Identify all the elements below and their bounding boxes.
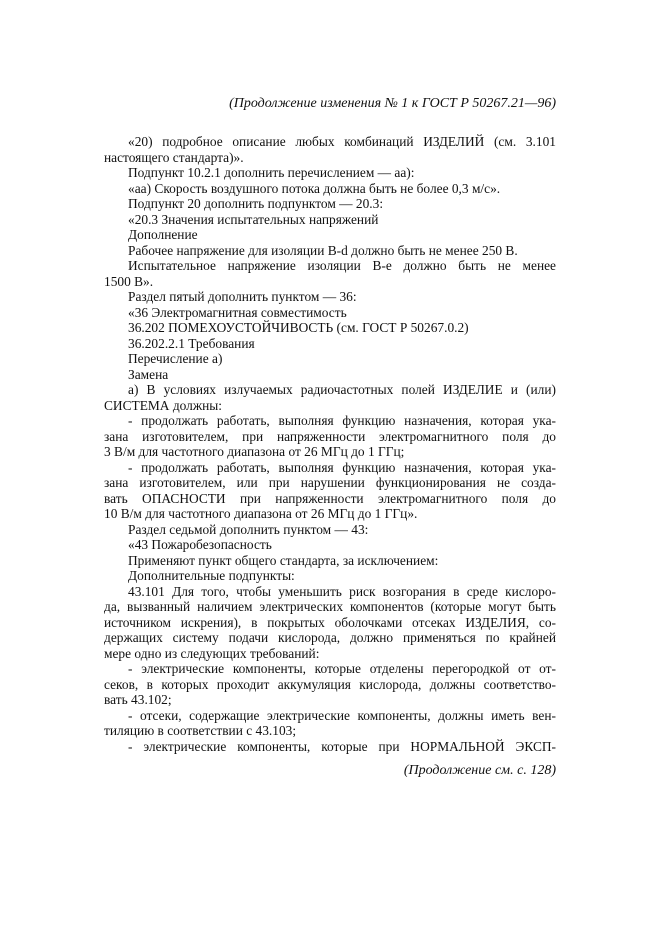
text-line: Замена [128, 366, 169, 382]
text-line: 3 В/м для частотного диапазона от 26 МГц до 1 ГГц; [104, 444, 405, 459]
text-line: тиляцию в соответствии с 43.103; [104, 723, 297, 738]
document-page [104, 96, 556, 754]
text-line: вать ОПАСНОСТИ при напряженности электромагнитного поля до [104, 490, 556, 506]
text-line: Дополнение [128, 227, 198, 242]
text-line: зана изготовителем, при напряженности электромагнитного поля до [104, 428, 556, 444]
text-line: зана изготовителем, или при нарушении функционирования не созда- [104, 475, 556, 490]
text-line: 36.202 ПОМЕХОУСТОЙЧИВОСТЬ (см. ГОСТ Р 50267.0.2) [128, 320, 469, 335]
text-line: Испытательное напряжение изоляции B-e должно быть не менее [128, 258, 556, 273]
text-line: секов, в которых проходит аккумуляция кислорода, должны соответство- [104, 676, 556, 692]
text-line: держащих систему подачи кислорода, должно применяться по крайней [104, 630, 556, 645]
text-line: - продолжать работать, выполняя функцию назначения, которая ука- [128, 459, 556, 475]
text-line: Применяют пункт общего стандарта, за исключением: [128, 552, 439, 568]
text-line: Перечисление а) [128, 351, 223, 366]
text-line: Подпункт 20 дополнить подпунктом — 20.3: [128, 196, 384, 211]
text-line: - электрические компоненты, которые при НОРМАЛЬНОЙ ЭКСП- [128, 738, 556, 754]
text-line: Дополнительные подпункты: [128, 568, 295, 583]
text-line: «аа) Скорость воздушного потока должна быть не более 0,3 м/с». [128, 180, 501, 196]
text-line: вать 43.102; [104, 692, 172, 707]
text-line: «20) подробное описание любых комбинаций ИЗДЕЛИЙ (см. 3.101 [128, 134, 556, 149]
text-line: настоящего стандарта)». [104, 149, 244, 165]
text-line: - отсеки, содержащие электрические компоненты, должны иметь вен- [128, 707, 556, 723]
text-line: Раздел седьмой дополнить пунктом — 43: [128, 521, 369, 537]
text-line: - продолжать работать, выполняя функцию назначения, которая ука- [128, 413, 556, 428]
text-line: Рабочее напряжение для изоляции B-d должно быть не менее 250 В. [128, 242, 518, 258]
text-line: «36 Электромагнитная совместимость [128, 304, 347, 320]
body-text [104, 134, 556, 754]
text-line: «20.3 Значения испытательных напряжений [128, 211, 379, 227]
text-line: Подпункт 10.2.1 дополнить перечислением — аа): [128, 165, 415, 180]
text-line: Раздел пятый дополнить пунктом — 36: [128, 289, 357, 304]
text-line: СИСТЕМА должны: [104, 397, 222, 413]
text-line: источником искрения), в покрытых оболочками отсеках ИЗДЕЛИЯ, со- [104, 614, 556, 630]
text-line: 1500 В». [104, 273, 154, 289]
text-line: а) В условиях излучаемых радиочастотных полей ИЗДЕЛИЕ и (или) [128, 382, 556, 397]
text-line: да, вызванный наличием электрических компонентов (которые могут быть [104, 599, 556, 614]
text-line: «43 Пожаробезопасность [128, 537, 272, 552]
page-footer: (Продолжение см. с. 128) [403, 763, 556, 778]
text-line: 43.101 Для того, чтобы уменьшить риск возгорания в среде кислоро- [128, 583, 556, 599]
text-line: - электрические компоненты, которые отделены перегородкой от от- [128, 661, 556, 676]
text-line: мере одно из следующих требований: [104, 645, 320, 661]
text-line: 36.202.2.1 Требования [128, 335, 255, 351]
page-header: (Продолжение изменения № 1 к ГОСТ Р 50267.21—96) [229, 96, 556, 111]
text-line: 10 В/м для частотного диапазона от 26 МГц до 1 ГГц». [104, 506, 418, 521]
